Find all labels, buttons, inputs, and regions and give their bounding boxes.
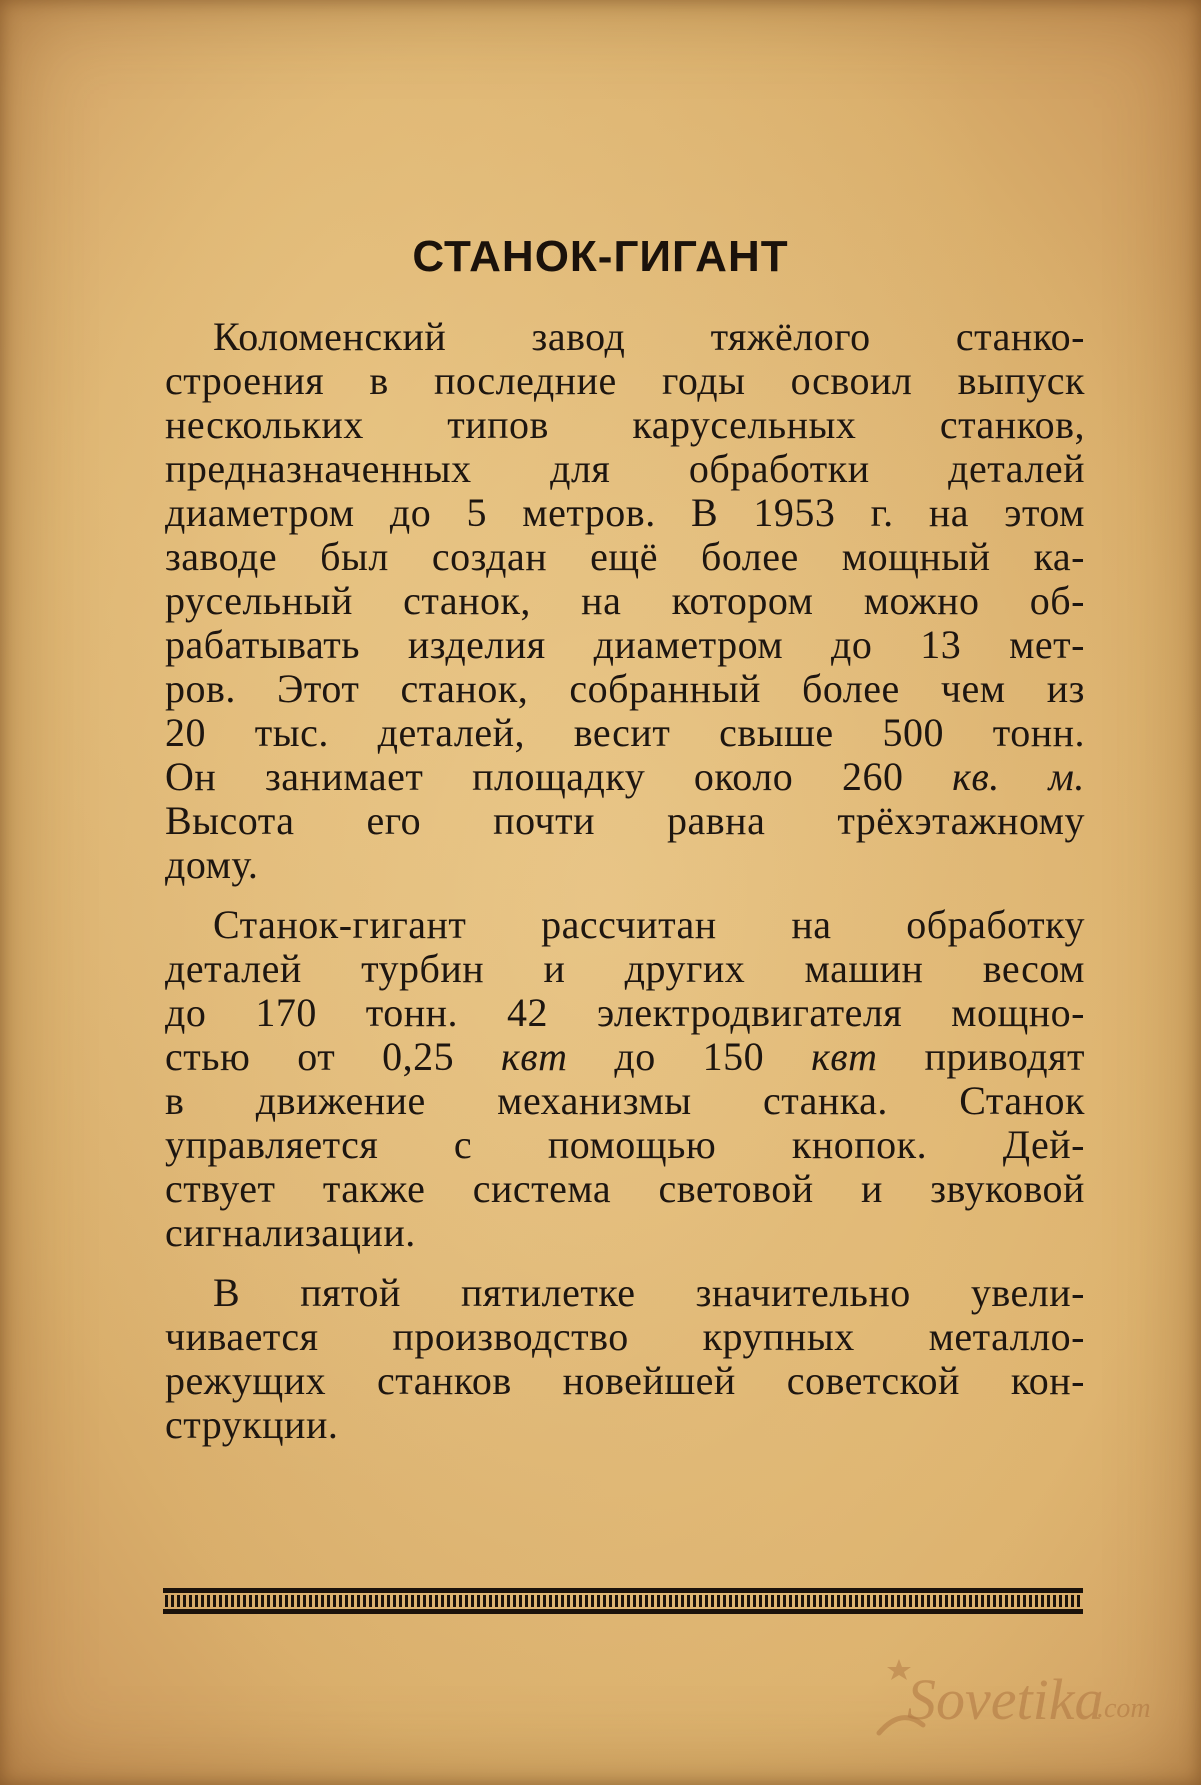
text-line: 20 тыс. деталей, весит свыше 500 тонн. <box>165 710 1085 755</box>
text-line: струкции. <box>165 1402 339 1447</box>
text-line: русельный станок, на котором можно об- <box>165 578 1085 623</box>
text-line: заводе был создан ещё более мощный ка- <box>165 534 1085 579</box>
text-line: строения в последние годы освоил выпуск <box>165 358 1085 403</box>
text-line: ствует также система световой и звуковой <box>165 1166 1085 1211</box>
text-line: чивается производство крупных металло- <box>165 1314 1085 1359</box>
decorative-rule <box>163 1588 1083 1614</box>
paragraph-gap <box>165 1255 1085 1271</box>
text-line: рабатывать изделия диаметром до 13 мет- <box>165 622 1085 667</box>
text-line: режущих станков новейшей советской кон- <box>165 1358 1085 1403</box>
text-line: деталей турбин и других машин весом <box>165 946 1085 991</box>
text-line: ров. Этот станок, собранный более чем из <box>165 666 1085 711</box>
text-line: Коломенский завод тяжёлого станко- <box>213 314 1085 359</box>
text-line: нескольких типов карусельных станков, <box>165 402 1085 447</box>
text-line: Станок-гигант рассчитан на обработку <box>213 902 1085 947</box>
text-line: Он занимает площадку около 260 кв. м. <box>165 754 1085 799</box>
text-line: в движение механизмы станка. Станок <box>165 1078 1085 1123</box>
article-body <box>165 315 1085 1447</box>
text-line: дому. <box>165 842 259 887</box>
text-line: до 170 тонн. 42 электродвигателя мощно- <box>165 990 1085 1035</box>
text-line: В пятой пятилетке значительно увели- <box>213 1270 1085 1315</box>
watermark-suffix: .com <box>1097 1693 1151 1724</box>
text-line: сигнализации. <box>165 1210 416 1255</box>
sovetika-watermark <box>861 1655 1161 1745</box>
text-line: управляется с помощью кнопок. Дей- <box>165 1122 1085 1167</box>
page-title: СТАНОК-ГИГАНТ <box>412 232 789 281</box>
text-line: диаметром до 5 метров. В 1953 г. на этом <box>165 490 1085 535</box>
text-line: предназначенных для обработки деталей <box>165 446 1085 491</box>
text-line: Высота его почти равна трёхэтажному <box>165 798 1085 843</box>
paragraph-gap <box>165 887 1085 903</box>
watermark-text: Sovetika <box>907 1667 1104 1732</box>
text-line: стью от 0,25 квт до 150 квт приводят <box>165 1034 1085 1079</box>
